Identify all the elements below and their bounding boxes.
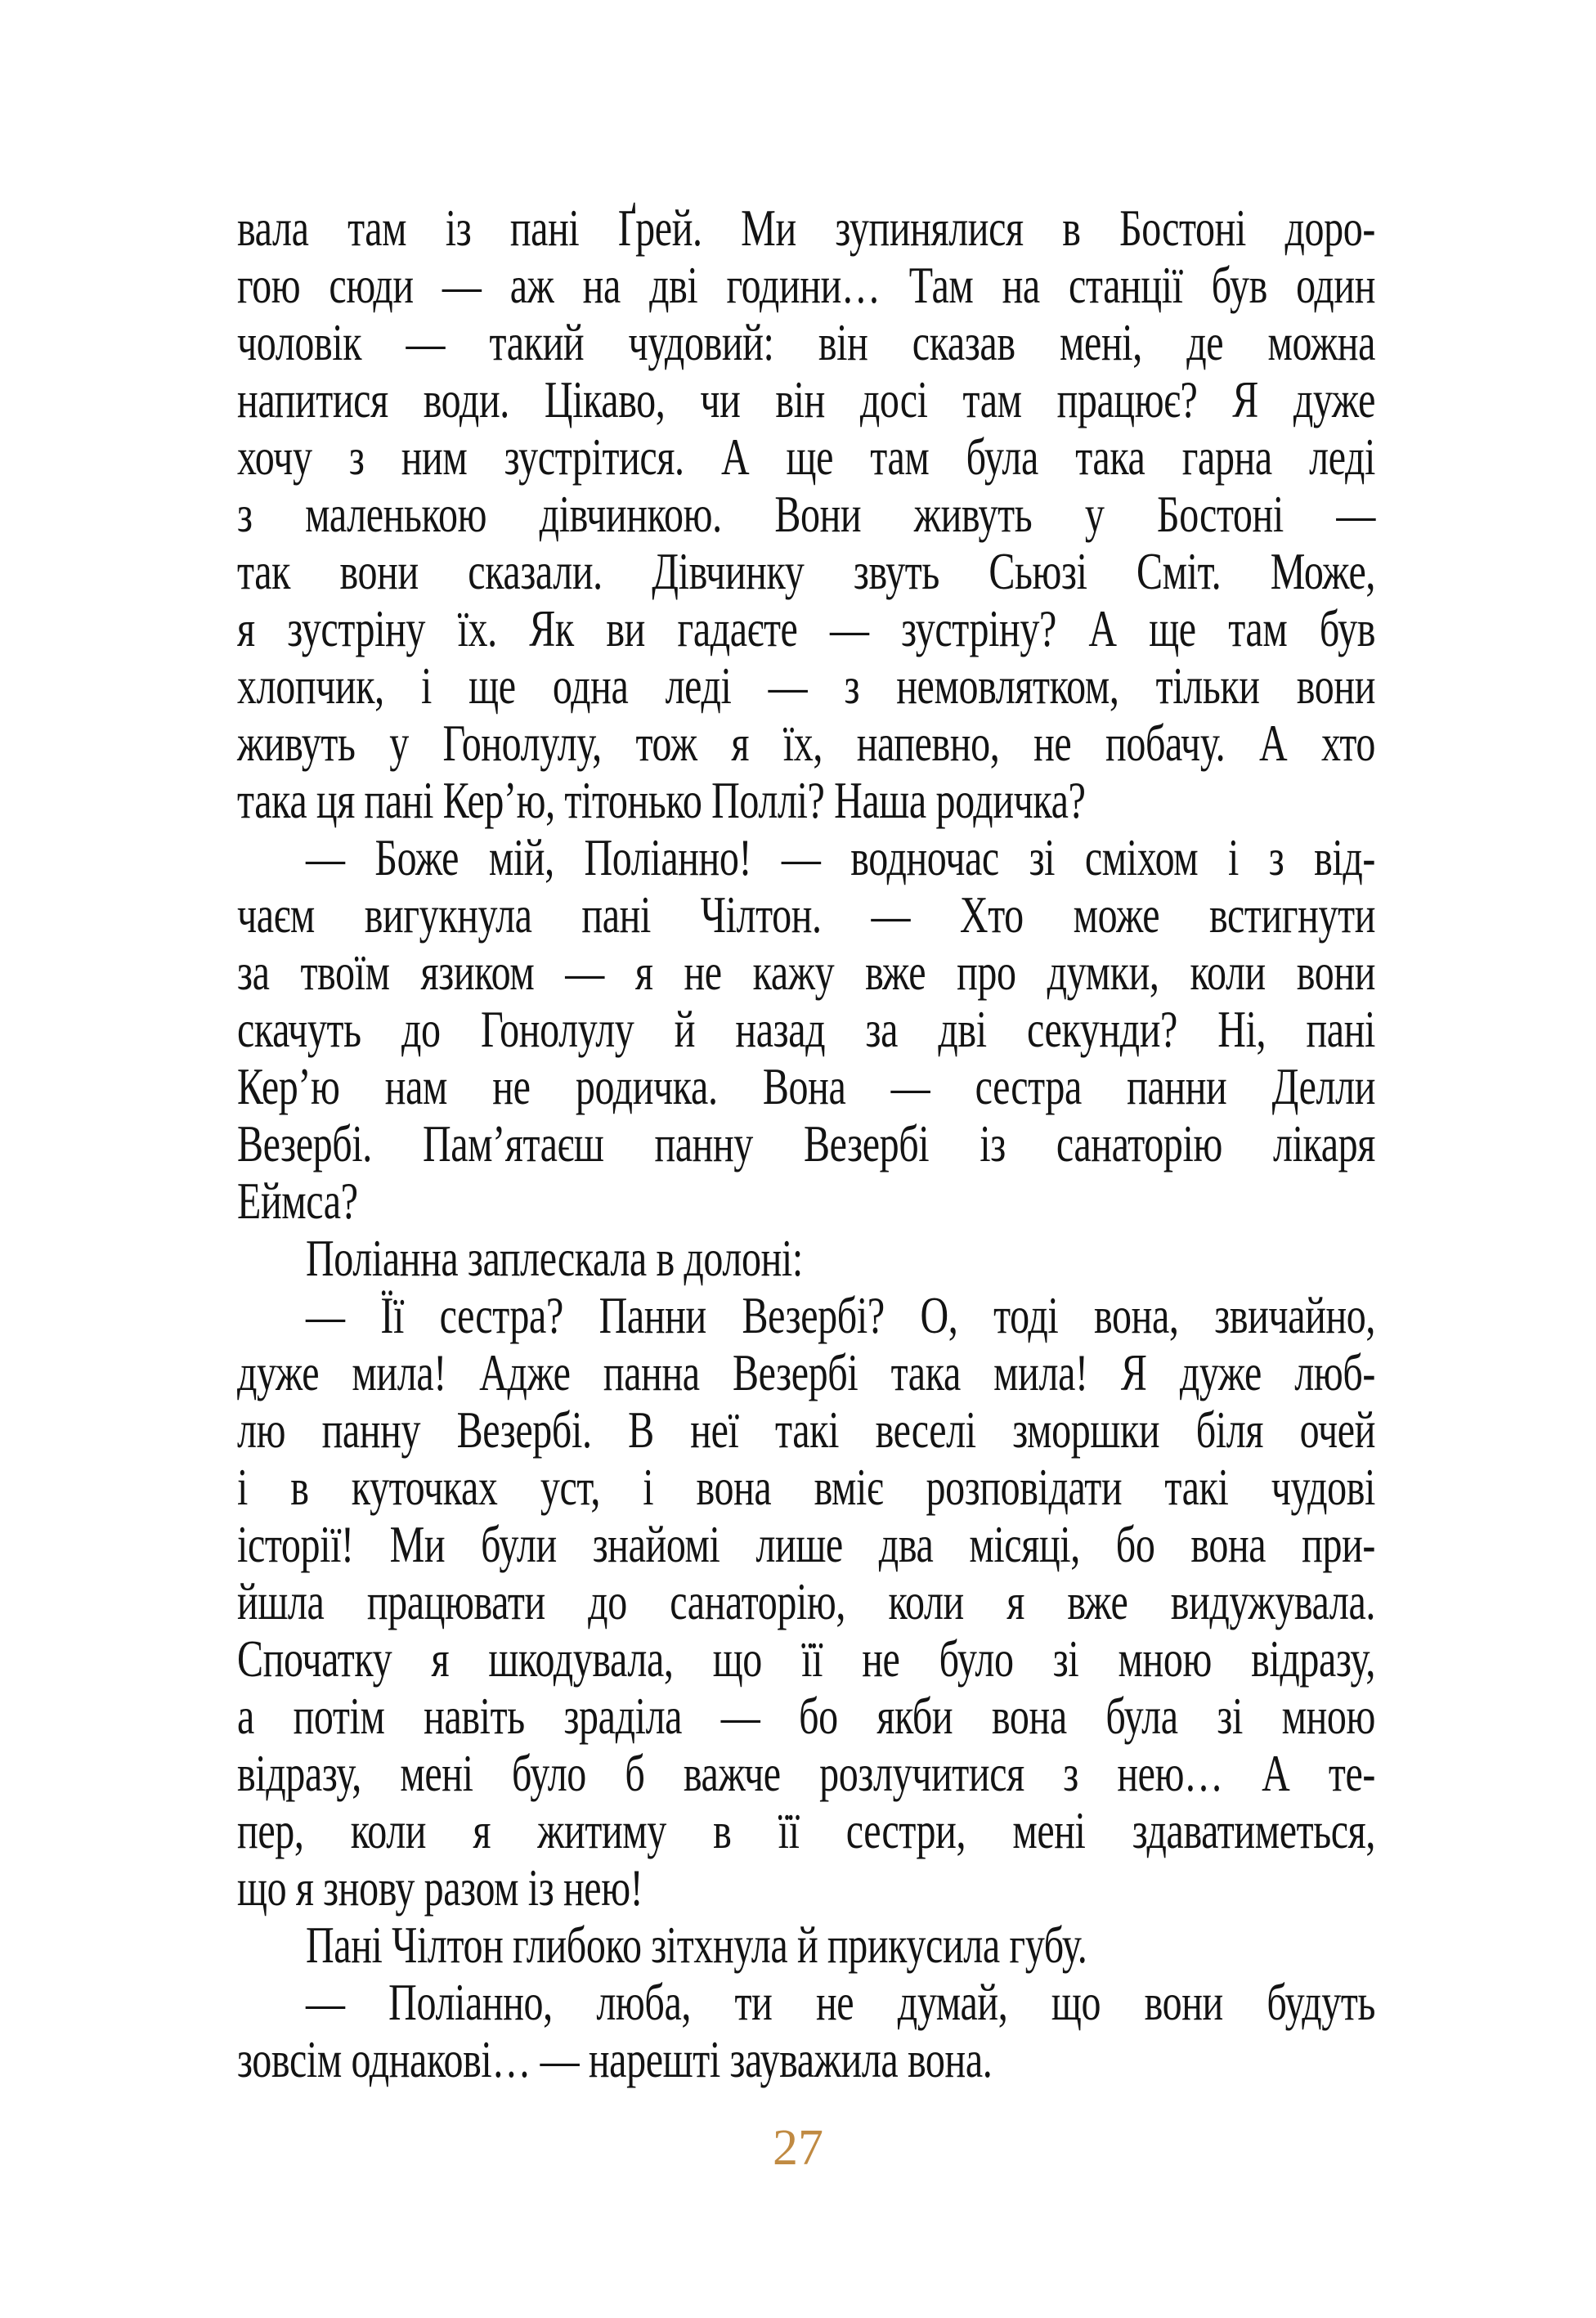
text-line: і в куточках уст, і вона вміє розповідати такі чудові xyxy=(237,1458,1375,1516)
text-line: гою сюди — аж на дві години… Там на станції був один xyxy=(237,256,1375,314)
text-line: — Поліанно, люба, ти не думай, що вони будуть xyxy=(306,1973,1375,2031)
text-line: Пані Чілтон глибоко зітхнула й прикусила губу. xyxy=(306,1916,1087,1974)
text-line: за твоїм язиком — я не кажу вже про думки, коли вони xyxy=(237,943,1375,1001)
text-line: хочу з ним зустрітися. А ще там була така гарна леді xyxy=(237,428,1375,486)
text-line: зовсім однакові… — нарешті зауважила вона. xyxy=(237,2030,993,2088)
text-line: так вони сказали. Дівчинку звуть Сьюзі Сміт. Може, xyxy=(237,542,1375,600)
text-line: — Її сестра? Панни Везербі? О, тоді вона, звичайно, xyxy=(306,1286,1375,1344)
text-line: Кер’ю нам не родичка. Вона — сестра панни Делли xyxy=(237,1057,1375,1115)
text-line: йшла працювати до санаторію, коли я вже видужувала. xyxy=(237,1572,1375,1630)
text-line: що я знову разом із нею! xyxy=(237,1858,643,1917)
text-line: чоловік — такий чудовий: він сказав мені, де можна xyxy=(237,313,1375,371)
text-line: така ця пані Кер’ю, тітонько Поллі? Наша родичка? xyxy=(237,771,1086,829)
text-line: — Боже мій, Поліанно! — водночас зі сміхом і з від- xyxy=(306,828,1375,886)
text-line: чаєм вигукнула пані Чілтон. — Хто може встигнути xyxy=(237,886,1375,944)
text-line: Поліанна заплескала в долоні: xyxy=(306,1229,803,1287)
text-line: з маленькою дівчинкою. Вони живуть у Бостоні — xyxy=(237,485,1375,543)
text-line: вала там із пані Ґрей. Ми зупинялися в Бостоні доро- xyxy=(237,199,1375,257)
text-line: відразу, мені було б важче розлучитися з нею… А те- xyxy=(237,1744,1375,1802)
text-line: пер, коли я житиму в її сестри, мені здаватиметься, xyxy=(237,1801,1375,1859)
text-line: лю панну Везербі. В неї такі веселі зморшки біля очей xyxy=(237,1401,1375,1459)
text-line: хлопчик, і ще одна леді — з немовлятком, тільки вони xyxy=(237,657,1375,715)
text-line: історії! Ми були знайомі лише два місяці, бо вона при- xyxy=(237,1515,1375,1573)
text-line: а потім навіть зраділа — бо якби вона була зі мною xyxy=(237,1687,1375,1745)
text-line: дуже мила! Адже панна Везербі така мила! Я дуже люб- xyxy=(237,1343,1375,1401)
text-line: я зустріну їх. Як ви гадаєте — зустріну? А ще там був xyxy=(237,599,1375,657)
text-line: Спочатку я шкодувала, що її не було зі мною відразу, xyxy=(237,1630,1375,1688)
text-line: Везербі. Пам’ятаєш панну Везербі із санаторію лікаря xyxy=(237,1114,1375,1172)
body-text xyxy=(237,200,1375,2088)
text-line: Еймса? xyxy=(237,1172,358,1230)
text-line: скачуть до Гонолулу й назад за дві секунди? Ні, пані xyxy=(237,1000,1375,1058)
text-line: напитися води. Цікаво, чи він досі там працює? Я дуже xyxy=(237,370,1375,428)
text-line: живуть у Гонолулу, тож я їх, напевно, не побачу. А хто xyxy=(237,714,1375,772)
page-number: 27 xyxy=(773,2120,823,2176)
